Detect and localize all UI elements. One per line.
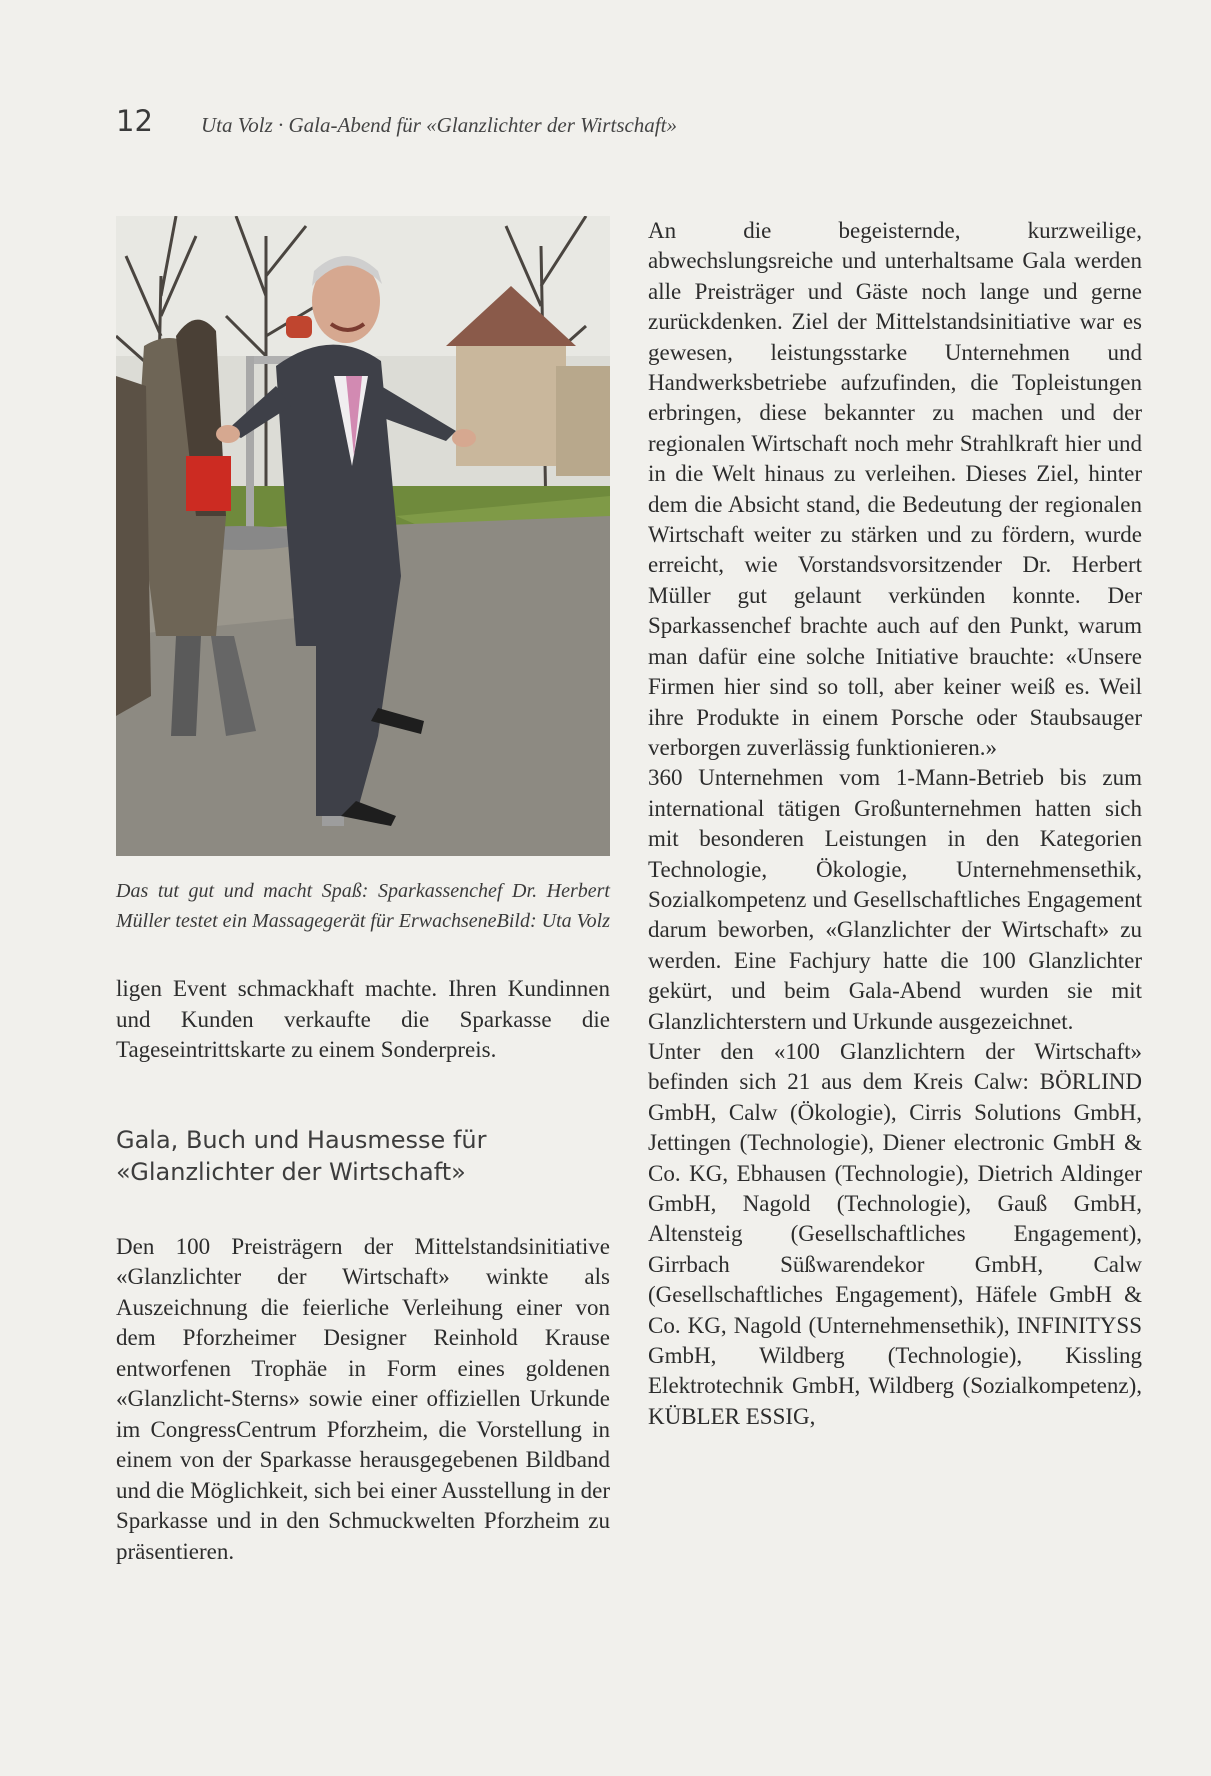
section-heading: Gala, Buch und Hausmesse für «Glanzlichter der Wirtschaft» bbox=[116, 1125, 487, 1186]
continuation-paragraph: ligen Event schmackhaft machte. Ihren Kundinnen und Kunden verkaufte die Sparkasse die Tageseintrittskarte zu einem Sonderpreis. bbox=[116, 976, 610, 1062]
body-paragraph: Unter den «100 Glanzlichtern der Wirtschaft» befinden sich 21 aus dem Kreis Calw: BÖRLIND GmbH, Calw (Ökologie), Cirris Solutions GmbH, Jettingen (Technologie), Diener electronic GmbH & Co. KG, Ebhausen (Technologie), Dietrich Aldinger GmbH, Nagold (Technologie), Gauß GmbH, Altensteig (Gesellschaftliches Engagement), Girrbach Süßwarendekor GmbH, Calw (Gesellschaftliches Engagement), Häfele GmbH & Co. KG, Nagold (Unternehmensethik), INFINITYSS GmbH, Wildberg (Technologie), Kissling Elektrotechnik GmbH, Wildberg (Sozialkompetenz), KÜBLER ESSIG, bbox=[648, 1038, 1142, 1429]
photo-illustration bbox=[116, 216, 610, 856]
running-head: Uta Volz · Gala-Abend für «Glanzlichter der Wirtschaft» bbox=[201, 113, 677, 137]
photo bbox=[116, 216, 610, 856]
body-paragraph: Den 100 Preisträgern der Mittelstandsinitiative «Glanzlichter der Wirtschaft» winkte als Auszeichnung die feierliche Verleihung einer von dem Pforzheimer Designer Reinhold Krause entworfenen Trophäe in Form eines goldenen «Glanzlicht-Sterns» sowie einer offiziellen Urkunde im CongressCentrum Pforzheim, die Vorstellung in einem von der Sparkasse herausgegebenen Bildband und die Möglichkeit, sich bei einer Ausstellung in der Sparkasse und in den Schmuckwelten Pforzheim zu präsentieren. bbox=[116, 1233, 610, 1564]
page-number: 12 bbox=[116, 104, 153, 138]
caption-text: Das tut gut und macht Spaß: Sparkassenchef Dr. Herbert Müller testet ein Massagegerät für Erwachsene. bbox=[116, 880, 610, 932]
body-paragraph: 360 Unternehmen vom 1-Mann-Betrieb bis zum international tätigen Großunternehmen hatten sich mit besonderen Leistungen in den Kategorien Technologie, Ökologie, Unternehmensethik, Sozialkompetenz und Gesellschaftliches Engagement darum beworben, «Glanzlichter der Wirtschaft» zu werden. Eine Fachjury hatte die 100 Glanzlichter gekürt, und beim Gala-Abend wurden sie mit Glanzlichterstern und Urkunde ausgezeichnet. bbox=[648, 765, 1142, 1034]
photo-credit: Bild: Uta Volz bbox=[496, 910, 610, 932]
body-paragraph: An die begeisternde, kurzweilige, abwechslungsreiche und unterhaltsame Gala werden alle Preisträger und Gäste noch lange und gerne zurückdenken. Ziel der Mittelstandsinitiative war es gewesen, leistungsstarke Unternehmen und Handwerksbetriebe aufzufinden, die Topleistungen erbringen, diese bekannter zu machen und der regionalen Wirtschaft noch mehr Strahlkraft hier und in die Welt hinaus zu verleihen. Dieses Ziel, hinter dem die Absicht stand, die Bedeutung der regionalen Wirtschaft weiter zu stärken und zu fördern, wurde erreicht, wie Vorstandsvorsitzender Dr. Herbert Müller gut gelaunt verkünden konnte. Der Sparkassenchef brachte auch auf den Punkt, warum man dafür eine solche Initiative brauchte: «Unsere Firmen hier sind so toll, aber keiner weiß es. Weil ihre Produkte in einem Porsche oder Staubsauger verborgen zuverlässig funktionieren.» bbox=[648, 218, 1142, 760]
left-column bbox=[116, 216, 610, 1567]
page-header bbox=[116, 104, 1095, 144]
right-column bbox=[648, 216, 1142, 1432]
photo-caption bbox=[116, 876, 610, 936]
